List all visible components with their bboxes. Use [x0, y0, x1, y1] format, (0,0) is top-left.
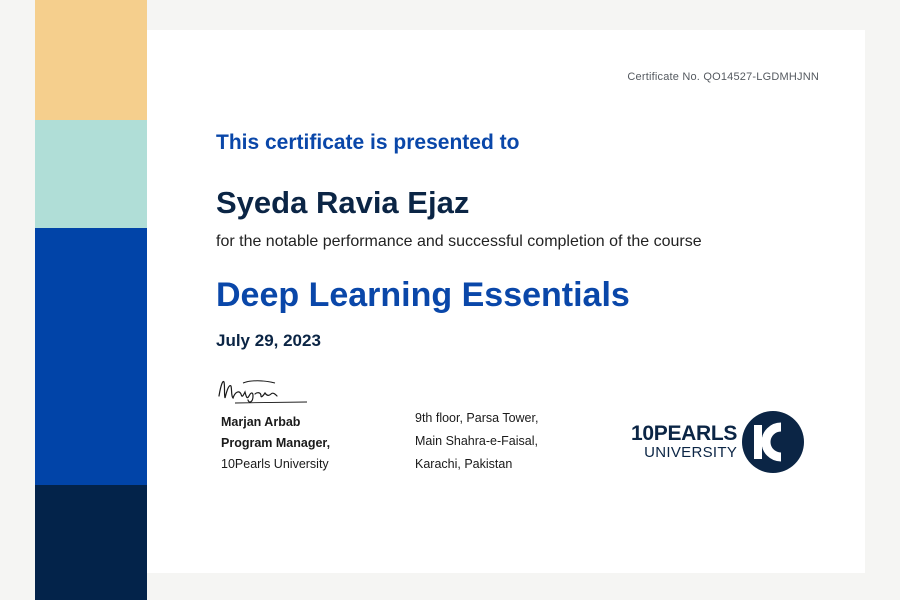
stripe-mint [35, 120, 147, 228]
logo-mark-icon [741, 410, 805, 474]
signature-text: Marjan [223, 392, 227, 393]
decorative-stripes [35, 0, 147, 600]
certificate-card [147, 30, 865, 573]
address-block [415, 407, 538, 476]
address-line-1: 9th floor, Parsa Tower, [415, 411, 539, 425]
certificate-number: Certificate No. QO14527-LGDMHJNN [627, 71, 819, 83]
logo-main-text: 10PEARLS [631, 422, 738, 445]
recipient-name: Syeda Ravia Ejaz [216, 185, 470, 220]
stripe-yellow [35, 0, 147, 120]
presented-to-heading: This certificate is presented to [216, 131, 520, 154]
completion-date: July 29, 2023 [216, 331, 321, 350]
10pearls-university-logo [631, 410, 805, 474]
signatory-name: Marjan Arbab [221, 415, 301, 429]
stripe-navy [35, 485, 147, 600]
logo-sub-text: UNIVERSITY [644, 444, 738, 461]
completion-description: for the notable performance and successful completion of the course [216, 233, 702, 250]
course-title: Deep Learning Essentials [216, 276, 630, 314]
address-line-3: Karachi, Pakistan [415, 457, 513, 471]
stripe-blue [35, 228, 147, 485]
signature-icon [215, 374, 315, 408]
signatory-block [221, 412, 330, 475]
signatory-organization: 10Pearls University [221, 457, 329, 471]
logo-text [631, 423, 737, 461]
signatory-title: Program Manager, [221, 436, 331, 450]
logo-mark-text: 10 [773, 446, 775, 447]
address-line-2: Main Shahra-e-Faisal, [415, 434, 538, 448]
